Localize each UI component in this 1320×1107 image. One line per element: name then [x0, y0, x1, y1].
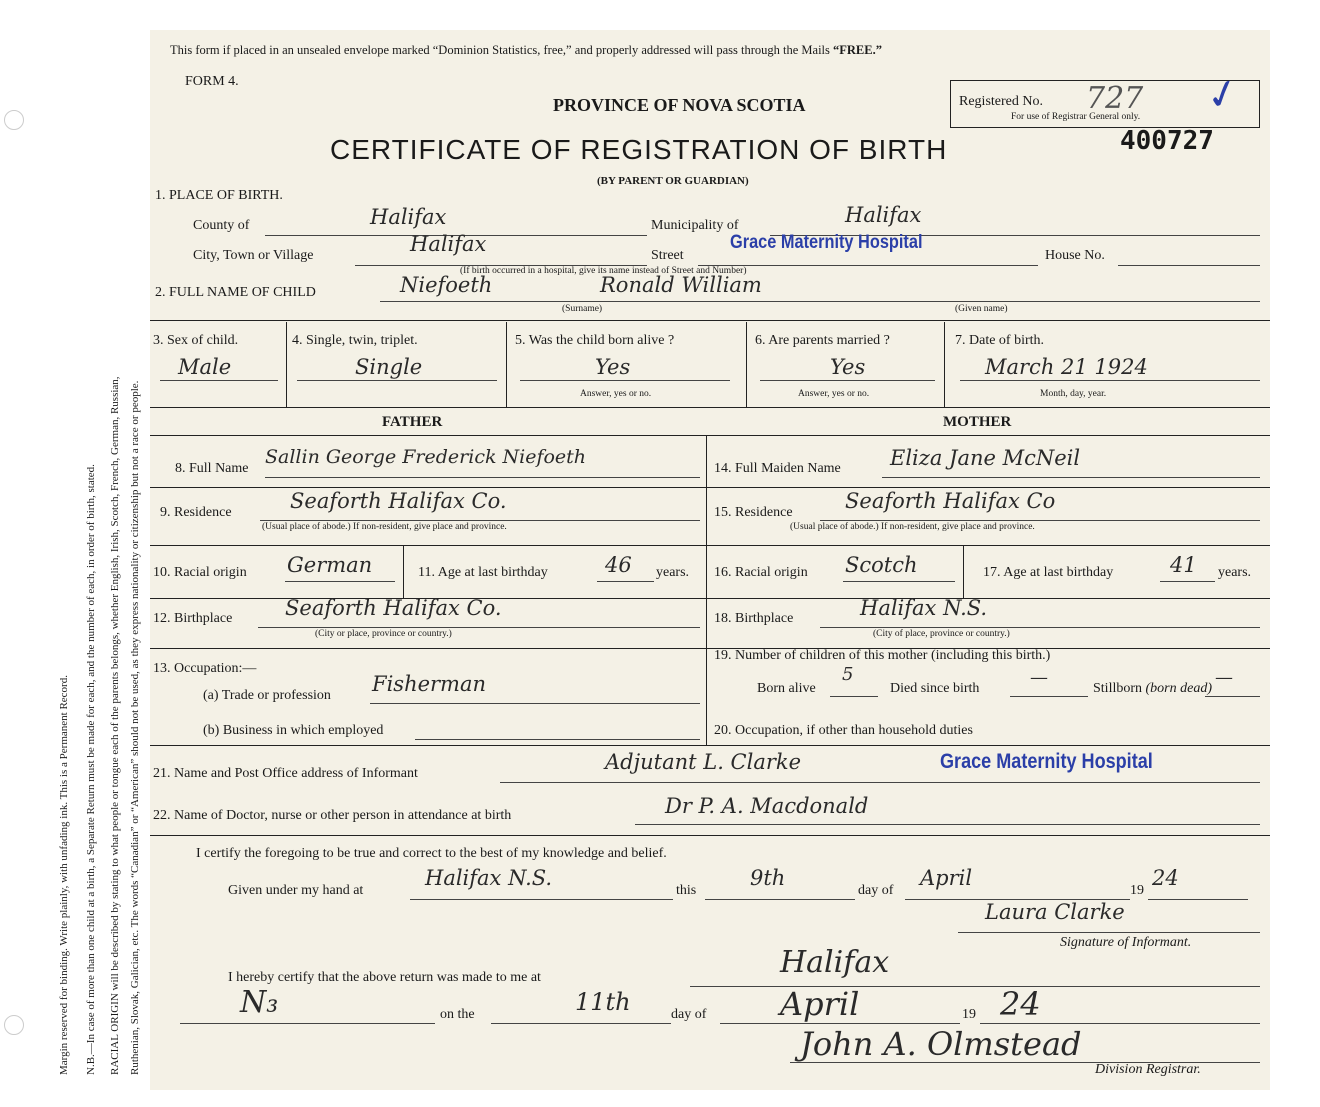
this-label: this: [676, 883, 697, 898]
given-year-value: 24: [1152, 866, 1179, 890]
county-label: County of: [193, 218, 250, 233]
mother-birthplace-value: Halifax N.S.: [860, 596, 988, 620]
mother-residence-value: Seaforth Halifax Co: [845, 489, 1056, 513]
municipality-label: Municipality of: [651, 218, 739, 233]
born-alive-note: Answer, yes or no.: [580, 389, 652, 399]
father-birthplace-value: Seaforth Halifax Co.: [285, 596, 502, 620]
given-month-value: April: [920, 866, 973, 890]
father-residence-value: Seaforth Halifax Co.: [290, 489, 507, 513]
mother-residence-label: 15. Residence: [714, 505, 793, 520]
registrar-day-of-label: day of: [671, 1007, 707, 1022]
father-occupation-label: 13. Occupation:—: [153, 661, 257, 676]
street-label: Street: [651, 248, 684, 263]
division-registrar-label: Division Registrar.: [1095, 1062, 1201, 1077]
county-value: Halifax: [370, 205, 447, 229]
informant-signature: Laura Clarke: [985, 900, 1125, 924]
father-birthplace-label: 12. Birthplace: [153, 611, 233, 626]
given-day-of-label: day of: [858, 883, 894, 898]
margin-note-racial-origin-cont: Ruthenian, Slovak, Galician, etc. The words “Canadian” or “American” should not be used, as they express nationality or citizenship but not a race or people.: [129, 380, 141, 1075]
mother-heading: MOTHER: [943, 414, 1012, 430]
registrar-statement: I hereby certify that the above return was made to me at: [228, 970, 541, 985]
mother-birthplace-label: 18. Birthplace: [714, 611, 794, 626]
mother-name-value: Eliza Jane McNeil: [890, 446, 1081, 470]
born-alive-label: 5. Was the child born alive ?: [515, 333, 675, 348]
binding-hole: [4, 110, 24, 130]
doctor-value: Dr P. A. Macdonald: [665, 794, 869, 818]
given-place-value: Halifax N.S.: [425, 866, 553, 890]
informant-signature-label: Signature of Informant.: [1060, 935, 1192, 950]
date-of-birth-label: 7. Date of birth.: [955, 333, 1045, 348]
registrar-on-the-label: on the: [440, 1007, 475, 1022]
father-name-value: Sallin George Frederick Niefoeth: [265, 446, 587, 468]
street-stamp: Grace Maternity Hospital: [730, 232, 923, 253]
stillborn-label: Stillborn (born dead): [1093, 681, 1213, 696]
document-title: CERTIFICATE OF REGISTRATION OF BIRTH: [330, 134, 948, 165]
mother-racial-origin-label: 16. Racial origin: [714, 565, 808, 580]
city-value: Halifax: [410, 232, 487, 256]
margin-note-binding: Margin reserved for binding. Write plainly, with unfading ink. This is a Permanent Record.: [58, 675, 70, 1075]
child-surname-value: Niefoeth: [400, 273, 493, 297]
given-year-prefix: 19: [1130, 883, 1144, 898]
registered-no-label: Registered No.: [959, 94, 1043, 109]
informant-stamp: Grace Maternity Hospital: [940, 750, 1153, 773]
registrar-signature: John A. Olmstead: [800, 1025, 1082, 1063]
father-birthplace-note: (City or place, province or country.): [315, 629, 452, 639]
margin-note-racial-origin: RACIAL ORIGIN will be described by stating to what people or tongue each of the parents belongs, whether English, Irish, Scotch, French, German, Russian,: [109, 376, 121, 1075]
date-of-birth-note: Month, day, year.: [1040, 389, 1107, 399]
father-residence-note: (Usual place of abode.) If non-resident, give place and province.: [262, 522, 507, 532]
single-twin-triplet-value: Single: [355, 355, 423, 379]
father-residence-label: 9. Residence: [160, 505, 232, 520]
registrar-year-value: 24: [1000, 985, 1041, 1023]
province-heading: PROVINCE OF NOVA SCOTIA: [553, 95, 806, 115]
died-since-birth-label: Died since birth: [890, 681, 980, 696]
father-racial-origin-label: 10. Racial origin: [153, 565, 247, 580]
father-business-label: (b) Business in which employed: [203, 723, 384, 738]
registrar-box: [950, 68, 1260, 128]
born-alive-value: Yes: [595, 355, 631, 379]
registrar-district-no: N₃: [240, 985, 279, 1020]
mother-children-label: 19. Number of children of this mother (including this birth.): [714, 648, 1051, 663]
stamped-number: 400727: [1120, 126, 1214, 156]
father-trade-value: Fisherman: [372, 672, 487, 696]
registrar-use-note: For use of Registrar General only.: [1011, 112, 1141, 122]
registrar-place-value: Halifax: [780, 945, 890, 980]
check-mark-icon: ✓: [1200, 68, 1245, 121]
father-years-label: years.: [656, 565, 690, 580]
father-trade-label: (a) Trade or profession: [203, 688, 331, 703]
child-name-label: 2. FULL NAME OF CHILD: [155, 285, 316, 300]
father-age-label: 11. Age at last birthday: [418, 565, 548, 580]
mother-age-value: 41: [1170, 553, 1197, 577]
stillborn-value: —: [1215, 667, 1233, 688]
municipality-value: Halifax: [845, 203, 922, 227]
single-twin-triplet-label: 4. Single, twin, triplet.: [292, 333, 418, 348]
sex-label: 3. Sex of child.: [153, 333, 239, 348]
parents-married-label: 6. Are parents married ?: [755, 333, 890, 348]
city-label: City, Town or Village: [193, 248, 314, 263]
place-of-birth-label: 1. PLACE OF BIRTH.: [155, 188, 283, 203]
form-number: FORM 4.: [185, 74, 239, 89]
born-alive-count-value: 5: [842, 664, 854, 685]
mother-racial-origin-value: Scotch: [845, 553, 918, 577]
child-given-value: Ronald William: [600, 273, 762, 297]
given-name-note: (Given name): [955, 304, 1008, 314]
binding-hole: [4, 1015, 24, 1035]
parents-married-note: Answer, yes or no.: [798, 389, 870, 399]
document-subtitle: (BY PARENT OR GUARDIAN): [597, 175, 749, 187]
parents-married-value: Yes: [830, 355, 866, 379]
given-day-value: 9th: [750, 866, 786, 890]
born-alive-count-label: Born alive: [757, 681, 816, 696]
father-name-label: 8. Full Name: [175, 461, 249, 476]
date-of-birth-value: March 21 1924: [985, 355, 1148, 379]
house-no-label: House No.: [1045, 248, 1105, 263]
mail-notice: This form if placed in an unsealed envelope marked “Dominion Statistics, free,” and properly addressed will pass through the Mails “FREE.”: [170, 43, 882, 57]
registered-no-value: 727: [1086, 81, 1144, 116]
registrar-day-value: 11th: [575, 988, 631, 1016]
margin-note-multiple-births: N.B.—In case of more than one child at a birth, a Separate Return must be made for each, and the number of each, in order of birth, stated.: [85, 464, 97, 1075]
sex-value: Male: [178, 355, 232, 379]
informant-value: Adjutant L. Clarke: [605, 750, 802, 774]
mother-age-label: 17. Age at last birthday: [983, 565, 1114, 580]
hospital-note: (If birth occurred in a hospital, give its name instead of Street and Number): [460, 266, 747, 276]
mother-years-label: years.: [1218, 565, 1252, 580]
father-racial-origin-value: German: [287, 553, 373, 577]
registrar-month-value: April: [780, 985, 860, 1023]
died-since-birth-value: —: [1030, 667, 1048, 688]
surname-note: (Surname): [562, 304, 603, 314]
mother-occupation-label: 20. Occupation, if other than household duties: [714, 723, 973, 738]
mother-name-label: 14. Full Maiden Name: [714, 461, 841, 476]
father-age-value: 46: [605, 553, 632, 577]
mother-birthplace-note: (City of place, province or country.): [873, 629, 1010, 639]
doctor-label: 22. Name of Doctor, nurse or other person in attendance at birth: [153, 808, 512, 823]
mother-residence-note: (Usual place of abode.) If non-resident, give place and province.: [790, 522, 1035, 532]
father-heading: FATHER: [382, 414, 443, 430]
registrar-year-prefix: 19: [962, 1007, 976, 1022]
given-under-hand-label: Given under my hand at: [228, 883, 364, 898]
informant-label: 21. Name and Post Office address of Informant: [153, 766, 418, 781]
certify-statement: I certify the foregoing to be true and correct to the best of my knowledge and belief.: [196, 846, 667, 861]
